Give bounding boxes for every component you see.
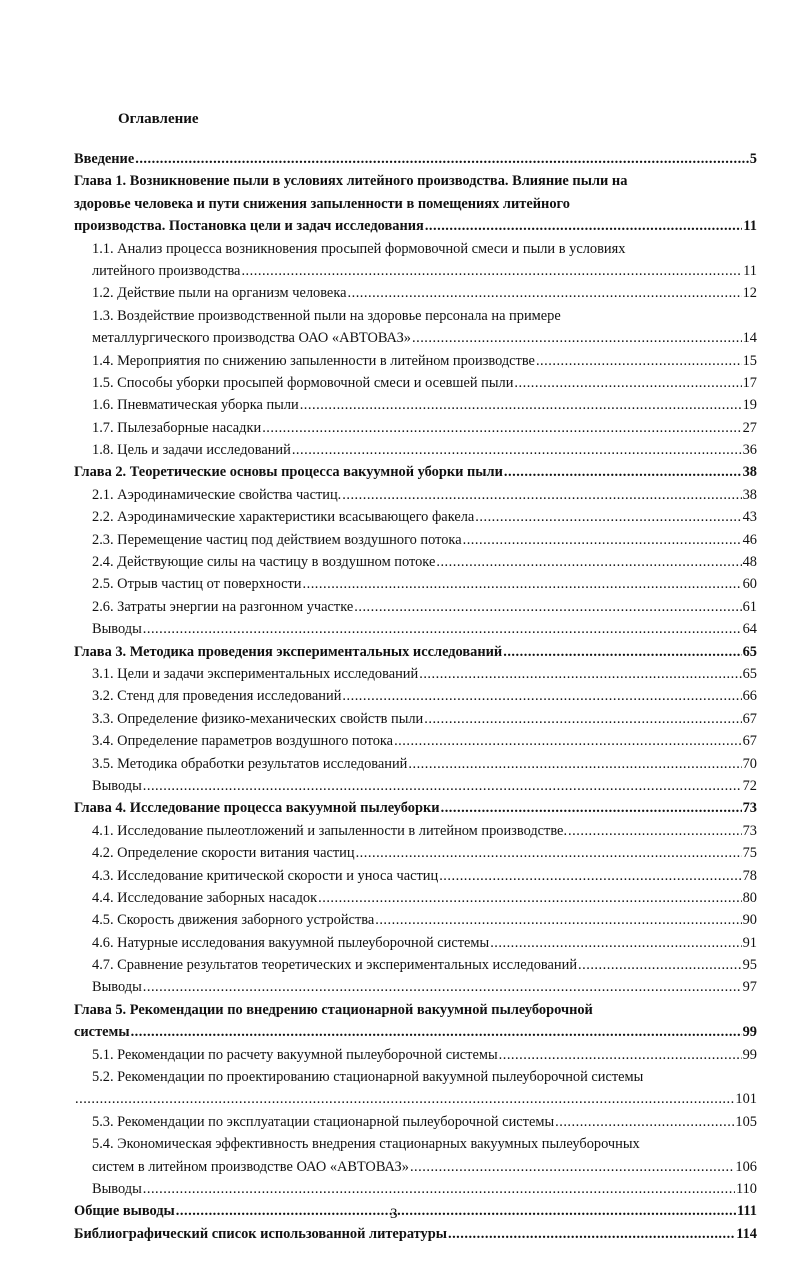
leader-dots (143, 775, 742, 797)
toc-chapter-3 (74, 641, 757, 663)
toc-chapter-5-line1: Глава 5. Рекомендации по внедрению стационарной вакуумной пылеуборочной (74, 1001, 593, 1018)
leader-dots (463, 529, 742, 551)
toc-entry-text: 4.1. Исследование пылеотложений и запыленности в литейном производстве. (92, 822, 568, 839)
toc-page-number: 17 (742, 374, 757, 391)
leader-dots (135, 148, 749, 170)
toc-page-number: 80 (742, 889, 757, 906)
leader-dots (439, 865, 741, 887)
toc-chapter-1-line1: Глава 1. Возникновение пыли в условиях литейного производства. Влияние пыли на (74, 173, 628, 190)
toc-page-number: 114 (736, 1225, 757, 1242)
toc-entry-text: 3.2. Стенд для проведения исследований (92, 688, 342, 705)
toc-page-number: 61 (742, 598, 757, 615)
leader-dots (143, 618, 742, 640)
leader-dots (342, 685, 741, 707)
toc-page-number: 60 (742, 576, 757, 593)
toc-page-number: 90 (742, 912, 757, 929)
toc-page-number: 27 (742, 419, 757, 436)
leader-dots (425, 215, 743, 237)
toc-entry-text: 2.3. Перемещение частиц под действием воздушного потока (92, 531, 462, 548)
leader-dots (555, 1111, 734, 1133)
toc-page-number: 19 (742, 397, 757, 414)
leader-dots (75, 1088, 734, 1110)
toc-entry-text: производства. Постановка цели и задач исследования (74, 218, 424, 235)
toc-entry-text: Выводы (92, 777, 142, 794)
leader-dots (410, 1156, 734, 1178)
toc-page-number: 106 (735, 1158, 757, 1175)
toc-entry-text: 4.3. Исследование критической скорости и уноса частиц (92, 867, 439, 884)
toc-entry-text: 3.4. Определение параметров воздушного потока (92, 733, 394, 750)
toc-entry-text: 3.3. Определение физико-механических свойств пыли (92, 710, 424, 727)
leader-dots (490, 932, 741, 954)
toc-section-1-7 (74, 417, 757, 439)
toc-section-3-2 (74, 685, 757, 707)
toc-section-2-5 (74, 573, 757, 595)
leader-dots (348, 282, 742, 304)
toc-entry-intro (74, 148, 757, 170)
toc-entry-text: 4.7. Сравнение результатов теоретических и экспериментальных исследований (92, 957, 578, 974)
toc-page-number: 38 (742, 464, 757, 481)
toc-entry-text: 2.6. Затраты энергии на разгонном участке (92, 598, 354, 615)
toc-entry-text: Выводы (92, 979, 142, 996)
leader-dots (412, 327, 742, 349)
toc-section-1-8 (74, 439, 757, 461)
toc-section-2-6 (74, 596, 757, 618)
toc-chapter-2 (74, 461, 757, 483)
leader-dots (356, 842, 742, 864)
toc-entry-text: 4.5. Скорость движения заборного устройства (92, 912, 375, 929)
toc-section-3-4 (74, 730, 757, 752)
toc-page-number: 12 (742, 285, 757, 302)
toc-entry-text: Введение (74, 151, 135, 167)
toc-entry-text: Выводы (92, 621, 142, 638)
toc-entry-text: Глава 2. Теоретические основы процесса вакуумной уборки пыли (74, 464, 503, 481)
toc-entry-text: Глава 3. Методика проведения экспериментальных исследований (74, 643, 503, 660)
toc-page-number: 43 (742, 509, 757, 526)
toc-section-1-1-line1: 1.1. Анализ процесса возникновения просыпей формовочной смеси и пыли в условиях (92, 240, 626, 257)
toc-page-number: 48 (742, 554, 757, 571)
toc-page-number: 64 (742, 621, 757, 638)
toc-entry-text: 4.4. Исследование заборных насадок (92, 889, 318, 906)
toc-page-number: 99 (742, 1024, 757, 1041)
toc-page-number: 73 (742, 800, 757, 817)
leader-dots (503, 641, 741, 663)
leader-dots (394, 730, 742, 752)
toc-page-number: 78 (742, 867, 757, 884)
leader-dots (342, 484, 741, 506)
toc-conclusions-4 (74, 976, 757, 998)
toc-section-3-1 (74, 663, 757, 685)
toc-section-2-3 (74, 529, 757, 551)
toc-conclusions-5 (74, 1178, 757, 1200)
toc-entry-text: 2.5. Отрыв частиц от поверхности (92, 576, 302, 593)
toc-section-5-2 (74, 1088, 757, 1110)
toc-page-number: 111 (737, 1203, 757, 1220)
toc-page-number: 65 (742, 665, 757, 682)
toc-entry-text: 2.2. Аэродинамические характеристики всасывающего факела (92, 509, 475, 526)
leader-dots (568, 820, 742, 842)
toc-page-number: 91 (742, 934, 757, 951)
toc-page-number: 38 (742, 486, 757, 503)
toc-section-5-2-line1: 5.2. Рекомендации по проектированию стационарной вакуумной пылеуборочной системы (92, 1069, 644, 1086)
toc-page-number: 72 (742, 777, 757, 794)
toc-section-3-3 (74, 708, 757, 730)
toc-entry-text: Глава 4. Исследование процесса вакуумной пылеуборки (74, 800, 440, 817)
toc-entry-text: Общие выводы (74, 1203, 175, 1220)
toc-entry-text: Выводы (92, 1180, 142, 1197)
toc-chapter-1-line2: здоровье человека и пути снижения запыленности в помещениях литейного (74, 195, 570, 212)
toc-page-number: 73 (742, 822, 757, 839)
toc-chapter-1 (74, 215, 757, 237)
leader-dots (448, 1223, 735, 1245)
toc-section-4-1 (74, 820, 757, 842)
toc-section-1-3 (74, 327, 757, 349)
leader-dots (499, 1044, 742, 1066)
toc-section-4-6 (74, 932, 757, 954)
leader-dots (475, 506, 741, 528)
toc-section-2-4 (74, 551, 757, 573)
toc-page-number: 67 (742, 710, 757, 727)
toc-entry-text: 2.4. Действующие силы на частицу в воздушном потоке (92, 554, 436, 571)
toc-page-number: 14 (742, 330, 757, 347)
leader-dots (504, 461, 742, 483)
leader-dots (303, 573, 742, 595)
leader-dots (241, 260, 742, 282)
toc-chapter-5 (74, 1021, 757, 1043)
leader-dots (143, 1178, 735, 1200)
toc-page-number: 67 (742, 733, 757, 750)
leader-dots (143, 976, 742, 998)
toc-section-5-4 (74, 1156, 757, 1178)
toc-section-5-3 (74, 1111, 757, 1133)
leader-dots (408, 753, 741, 775)
toc-entry-text: Библиографический список использованной литературы (74, 1225, 447, 1242)
leader-dots (514, 372, 741, 394)
toc-page-number: 101 (735, 1091, 757, 1108)
leader-dots (578, 954, 742, 976)
toc-section-5-1 (74, 1044, 757, 1066)
table-of-contents (74, 148, 757, 1245)
toc-page-number: 11 (743, 262, 757, 279)
toc-bibliography (74, 1223, 757, 1245)
toc-conclusions-3 (74, 775, 757, 797)
toc-entry-text: 1.8. Цель и задачи исследований (92, 442, 291, 459)
toc-section-4-4 (74, 887, 757, 909)
toc-entry-text: 1.7. Пылезаборные насадки (92, 419, 262, 436)
toc-section-4-3 (74, 865, 757, 887)
toc-page-number: 11 (743, 218, 757, 235)
toc-page-number: 97 (742, 979, 757, 996)
toc-page-number: 66 (742, 688, 757, 705)
toc-page-number: 99 (742, 1046, 757, 1063)
toc-section-4-7 (74, 954, 757, 976)
leader-dots (318, 887, 741, 909)
page-title: Оглавление (118, 111, 199, 127)
toc-entry-text: 2.1. Аэродинамические свойства частиц. (92, 486, 342, 503)
toc-section-1-5 (74, 372, 757, 394)
toc-entry-text: 5.1. Рекомендации по расчету вакуумной пылеуборочной системы (92, 1046, 498, 1063)
toc-entry-text: 4.2. Определение скорости витания частиц (92, 845, 355, 862)
toc-page-number: 70 (742, 755, 757, 772)
leader-dots (292, 439, 742, 461)
toc-section-1-6 (74, 394, 757, 416)
toc-entry-text: 1.6. Пневматическая уборка пыли (92, 397, 299, 414)
toc-page-number: 15 (742, 352, 757, 369)
leader-dots (424, 708, 741, 730)
leader-dots (300, 394, 742, 416)
toc-page-number: 46 (742, 531, 757, 548)
toc-entry-text: 5.3. Рекомендации по эксплуатации стационарной пылеуборочной системы (92, 1113, 555, 1130)
toc-entry-text: систем в литейном производстве ОАО «АВТОВАЗ» (92, 1158, 409, 1175)
toc-page-number: 105 (735, 1113, 757, 1130)
toc-section-1-1 (74, 260, 757, 282)
toc-section-4-2 (74, 842, 757, 864)
toc-entry-text: 3.5. Методика обработки результатов исследований (92, 755, 408, 772)
toc-page-number: 65 (742, 643, 757, 660)
toc-section-5-4-line1: 5.4. Экономическая эффективность внедрения стационарных вакуумных пылеуборочных (92, 1136, 640, 1153)
toc-section-4-5 (74, 909, 757, 931)
page-number: 3 (390, 1206, 398, 1222)
toc-page-number: 95 (742, 957, 757, 974)
toc-page-number: 75 (742, 845, 757, 862)
leader-dots (176, 1200, 736, 1222)
leader-dots (262, 417, 741, 439)
leader-dots (536, 350, 742, 372)
toc-general-conclusions (74, 1200, 757, 1222)
toc-page-number: 36 (742, 442, 757, 459)
toc-chapter-4 (74, 797, 757, 819)
toc-page-number: 5 (749, 151, 757, 167)
toc-section-1-3-line1: 1.3. Воздействие производственной пыли на здоровье персонала на примере (92, 307, 561, 324)
toc-conclusions-2 (74, 618, 757, 640)
toc-entry-text: 4.6. Натурные исследования вакуумной пылеуборочной системы (92, 934, 490, 951)
toc-entry-text: 1.2. Действие пыли на организм человека (92, 285, 347, 302)
toc-section-3-5 (74, 753, 757, 775)
leader-dots (375, 909, 741, 931)
toc-section-2-1 (74, 484, 757, 506)
toc-entry-text: 1.5. Способы уборки просыпей формовочной смеси и осевшей пыли (92, 374, 514, 391)
toc-entry-text: металлургического производства ОАО «АВТОВАЗ» (92, 330, 411, 347)
leader-dots (419, 663, 741, 685)
toc-entry-text: 3.1. Цели и задачи экспериментальных исследований (92, 665, 419, 682)
leader-dots (131, 1021, 742, 1043)
toc-section-1-4 (74, 350, 757, 372)
toc-entry-text: системы (74, 1024, 130, 1041)
toc-entry-text: литейного производства (92, 262, 241, 279)
toc-page-number: 110 (735, 1180, 757, 1197)
toc-entry-text: 1.4. Мероприятия по снижению запыленности в литейном производстве (92, 352, 535, 369)
leader-dots (436, 551, 741, 573)
leader-dots (441, 797, 742, 819)
leader-dots (354, 596, 741, 618)
toc-section-2-2 (74, 506, 757, 528)
toc-section-1-2 (74, 282, 757, 304)
